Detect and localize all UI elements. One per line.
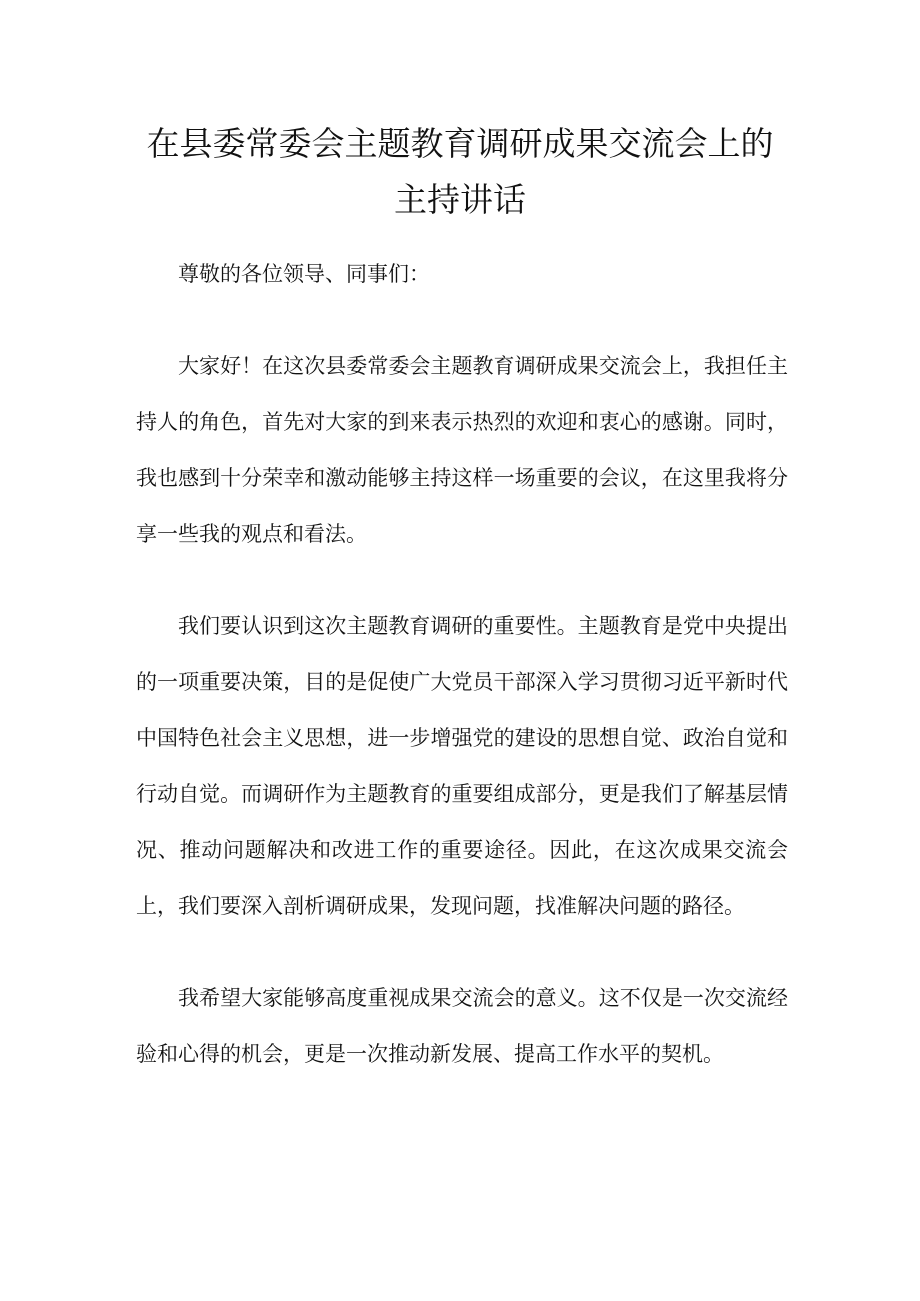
greeting: 尊敬的各位领导、同事们： [178, 262, 430, 286]
document-title-line-2: 主持讲话 [394, 180, 526, 219]
paragraph-1: 大家好！在这次县委常委会主题教育调研成果交流会上，我担任主持人的角色，首先对大家的到来表示热烈的欢迎和衷心的感谢。同时，我也感到十分荣幸和激动能够主持这样一场重要的会议，在这里我将分享一些我的观点和看法。 [136, 354, 788, 546]
paragraph-3: 我希望大家能够高度重视成果交流会的意义。这不仅是一次交流经验和心得的机会，更是一次推动新发展、提高工作水平的契机。 [136, 986, 788, 1066]
document-body [136, 246, 788, 1082]
paragraph-2: 我们要认识到这次主题教育调研的重要性。主题教育是党中央提出的一项重要决策，目的是促使广大党员干部深入学习贯彻习近平新时代中国特色社会主义思想，进一步增强党的建设的思想自觉、政治自觉和行动自觉。而调研作为主题教育的重要组成部分，更是我们了解基层情况、推动问题解决和改进工作的重要途径。因此，在这次成果交流会上，我们要深入剖析调研成果，发现问题，找准解决问题的路径。 [136, 614, 788, 918]
document-title-line-1: 在县委常委会主题教育调研成果交流会上的 [146, 124, 774, 163]
